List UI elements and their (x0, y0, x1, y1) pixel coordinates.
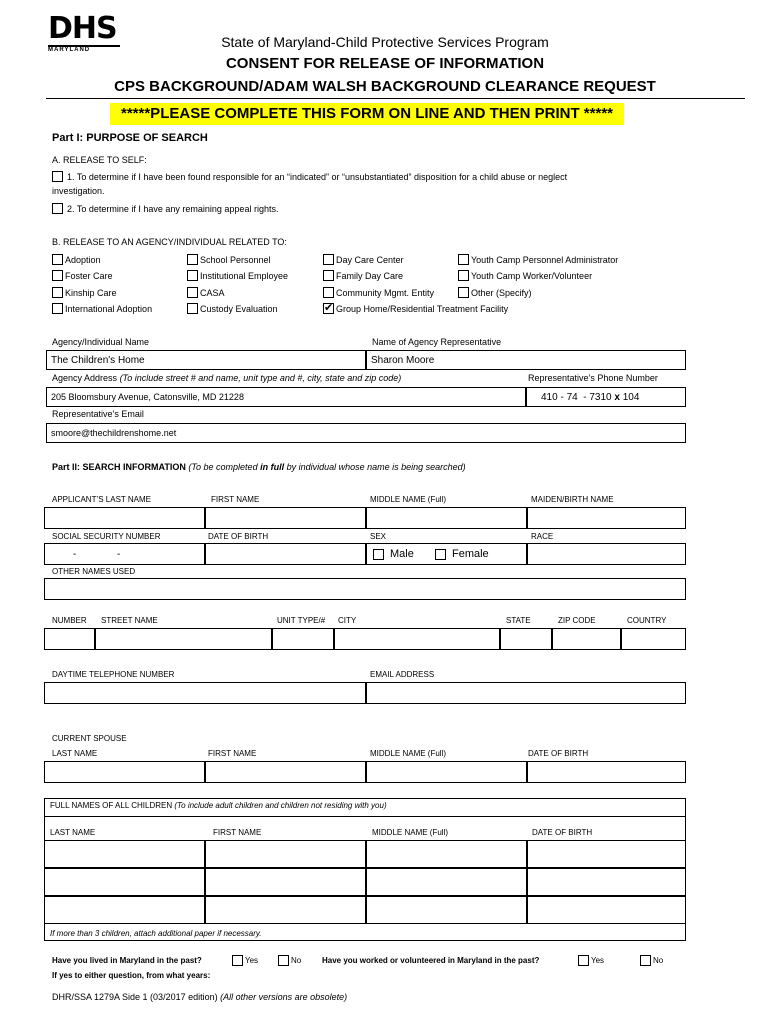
option-school-personnel (187, 254, 271, 265)
other-names-field[interactable] (44, 578, 686, 600)
phone-ext-label: x (614, 391, 620, 403)
spouse-dob-label: DATE OF BIRTH (528, 749, 589, 758)
option-label: Adoption (65, 254, 101, 265)
q2-yes-label: Yes (591, 956, 605, 965)
q-lived-maryland: Have you lived in Maryland in the past? (52, 956, 202, 965)
program-title: State of Maryland-Child Protective Services Program (221, 34, 549, 50)
family-day-care-checkbox[interactable] (323, 270, 334, 281)
child-first-label: FIRST NAME (213, 828, 262, 837)
option-label: Family Day Care (336, 270, 404, 281)
part2-hint-pre: (To be completed (188, 462, 261, 472)
agency-name-field[interactable]: The Children's Home (46, 350, 366, 370)
self-option-2 (52, 203, 278, 214)
part2-heading-row (52, 462, 466, 472)
option-international-adoption (52, 303, 152, 314)
option-family-day-care (323, 270, 403, 281)
middle-name-label: MIDDLE NAME (Full) (370, 495, 447, 504)
phone-ext: 104 (622, 391, 640, 403)
agency-address-hint: (To include street # and name, unit type and #, city, state and zip code) (119, 373, 402, 383)
child1-dob-field[interactable] (527, 840, 686, 868)
unit-field[interactable] (272, 628, 334, 650)
option-adoption (52, 254, 101, 265)
option-institutional-employee (187, 270, 288, 281)
daytime-phone-label: DAYTIME TELEPHONE NUMBER (52, 670, 175, 679)
adoption-checkbox[interactable] (52, 254, 63, 265)
agency-address-label-row (52, 373, 401, 383)
children-note: If more than 3 children, attach additional paper if necessary. (50, 929, 262, 938)
child2-middle-field[interactable] (366, 868, 527, 896)
q1-no-label: No (291, 956, 302, 965)
q2-no-label: No (653, 956, 664, 965)
option-label: Community Mgmt. Entity (336, 287, 435, 298)
foster-care-checkbox[interactable] (52, 270, 63, 281)
zip-field[interactable] (552, 628, 621, 650)
q-worked-maryland: Have you worked or volunteered in Maryland in the past? (322, 956, 540, 965)
zip-label: ZIP CODE (558, 616, 596, 625)
spouse-heading: CURRENT SPOUSE (52, 734, 127, 743)
spouse-first-field[interactable] (205, 761, 366, 783)
q1-no-option (278, 955, 301, 966)
option-label: Custody Evaluation (200, 303, 278, 314)
child2-first-field[interactable] (205, 868, 366, 896)
child-middle-label: MIDDLE NAME (Full) (372, 828, 449, 837)
child3-middle-field[interactable] (366, 896, 527, 924)
street-label: STREET NAME (101, 616, 158, 625)
spouse-first-label: FIRST NAME (208, 749, 257, 758)
option-label: Youth Camp Worker/Volunteer (471, 270, 593, 281)
child3-last-field[interactable] (44, 896, 205, 924)
option-label: Institutional Employee (200, 270, 289, 281)
kinship-care-checkbox[interactable] (52, 287, 63, 298)
q-years: If yes to either question, from what years: (52, 971, 211, 980)
institutional-employee-checkbox[interactable] (187, 270, 198, 281)
logo-text: DHS (48, 11, 117, 46)
child1-middle-field[interactable] (366, 840, 527, 868)
spouse-last-field[interactable] (44, 761, 205, 783)
q2-no-checkbox[interactable] (640, 955, 651, 966)
option-label: Youth Camp Personnel Administrator (471, 254, 619, 265)
q1-yes-option (232, 955, 258, 966)
self-option-1 (52, 171, 567, 182)
option-kinship-care (52, 287, 117, 298)
youth-camp-admin-checkbox[interactable] (458, 254, 469, 265)
state-label: STATE (506, 616, 531, 625)
option-label: International Adoption (65, 303, 153, 314)
race-label: RACE (531, 532, 554, 541)
casa-checkbox[interactable] (187, 287, 198, 298)
group-home-checkbox[interactable] (323, 303, 334, 314)
children-divider (44, 816, 686, 817)
instruction-banner: *****PLEASE COMPLETE THIS FORM ON LINE AND THEN PRINT ***** (110, 103, 624, 125)
race-field[interactable] (527, 543, 686, 565)
release-to-self-label: A. RELEASE TO SELF: (52, 155, 147, 165)
male-label: Male (390, 548, 414, 560)
part2-heading: Part II: SEARCH INFORMATION (52, 462, 186, 472)
children-heading-row (50, 801, 387, 810)
option-label: Foster Care (65, 270, 113, 281)
option-label: Kinship Care (65, 287, 117, 298)
spouse-last-label: LAST NAME (52, 749, 98, 758)
option-label: Group Home/Residential Treatment Facility (336, 303, 509, 314)
state-field[interactable] (500, 628, 552, 650)
option-foster-care (52, 270, 113, 281)
child1-last-field[interactable] (44, 840, 205, 868)
option-casa (187, 287, 225, 298)
rep-name-label: Name of Agency Representative (372, 337, 502, 347)
option-label: School Personnel (200, 254, 271, 265)
female-option (435, 548, 489, 560)
footer (52, 992, 347, 1002)
option-youth-camp-admin (458, 254, 618, 265)
applicant-last-field[interactable] (44, 507, 205, 529)
self-option-1-label: 1. To determine if I have been found responsible for an “indicated” or “unsubstantiated” disposition for a child abuse or neglect (67, 171, 568, 182)
part2-hint-bold: in full (260, 462, 285, 472)
self-option-2-checkbox[interactable] (52, 203, 63, 214)
spouse-middle-label: MIDDLE NAME (Full) (370, 749, 447, 758)
child2-last-field[interactable] (44, 868, 205, 896)
dob-label: DATE OF BIRTH (208, 532, 269, 541)
child-dob-label: DATE OF BIRTH (532, 828, 593, 837)
sex-field (366, 543, 527, 565)
daytime-phone-field[interactable] (44, 682, 366, 704)
youth-camp-worker-checkbox[interactable] (458, 270, 469, 281)
email-label: EMAIL ADDRESS (370, 670, 435, 679)
option-other (458, 287, 532, 298)
child3-first-field[interactable] (205, 896, 366, 924)
phone-prefix: 74 (566, 391, 578, 403)
rep-phone-field[interactable]: 410 - 74 - 7310 x 104 (526, 387, 686, 407)
community-mgmt-checkbox[interactable] (323, 287, 334, 298)
first-name-label: FIRST NAME (211, 495, 260, 504)
option-youth-camp-worker (458, 270, 592, 281)
male-option (373, 548, 414, 560)
dob-field[interactable] (205, 543, 366, 565)
phone-area: 410 (541, 391, 558, 403)
q1-yes-label: Yes (245, 956, 259, 965)
children-heading: FULL NAMES OF ALL CHILDREN (50, 801, 173, 810)
option-day-care-center (323, 254, 404, 265)
country-field[interactable] (621, 628, 686, 650)
option-group-home (323, 303, 508, 314)
agency-address-field[interactable]: 205 Bloomsbury Avenue, Catonsville, MD 21228 (46, 387, 526, 407)
unit-label: UNIT TYPE/# (277, 616, 326, 625)
international-adoption-checkbox[interactable] (52, 303, 63, 314)
option-label: Day Care Center (336, 254, 404, 265)
school-personnel-checkbox[interactable] (187, 254, 198, 265)
child3-dob-field[interactable] (527, 896, 686, 924)
self-option-2-label: 2. To determine if I have any remaining appeal rights. (67, 203, 279, 214)
maiden-name-field[interactable] (527, 507, 686, 529)
country-label: COUNTRY (627, 616, 667, 625)
female-checkbox[interactable] (435, 549, 446, 560)
q1-yes-checkbox[interactable] (232, 955, 243, 966)
custody-evaluation-checkbox[interactable] (187, 303, 198, 314)
self-option-1-checkbox[interactable] (52, 171, 63, 182)
phone-line: 7310 (589, 391, 612, 403)
rep-phone-label: Representative’s Phone Number (528, 373, 658, 383)
city-field[interactable] (334, 628, 500, 650)
q1-no-checkbox[interactable] (278, 955, 289, 966)
children-hint: (To include adult children and children not residing with you) (174, 801, 387, 810)
part1-heading: Part I: PURPOSE OF SEARCH (52, 132, 208, 144)
ssn-field[interactable] (44, 543, 205, 565)
release-to-agency-label: B. RELEASE TO AN AGENCY/INDIVIDUAL RELATED TO: (52, 237, 287, 247)
form-title: CONSENT FOR RELEASE OF INFORMATION (225, 55, 545, 72)
child-last-label: LAST NAME (50, 828, 96, 837)
first-name-field[interactable] (205, 507, 366, 529)
ssn-dash-1: - (73, 549, 77, 560)
male-checkbox[interactable] (373, 549, 384, 560)
maiden-name-label: MAIDEN/BIRTH NAME (531, 495, 614, 504)
agency-address-label: Agency Address (52, 373, 118, 383)
option-label: Other (Specify) (471, 287, 532, 298)
female-label: Female (452, 548, 489, 560)
footer-note: (All other versions are obsolete) (220, 992, 348, 1002)
self-option-1-cont: investigation. (52, 186, 105, 196)
number-label: NUMBER (52, 616, 87, 625)
rep-email-field[interactable]: smoore@thechildrenshome.net (46, 423, 686, 443)
ssn-dash-2: - (117, 549, 121, 560)
child1-first-field[interactable] (205, 840, 366, 868)
city-label: CITY (338, 616, 357, 625)
agency-name-label: Agency/Individual Name (52, 337, 150, 347)
rep-email-label: Representative’s Email (52, 409, 144, 419)
option-custody-evaluation (187, 303, 278, 314)
q2-yes-option (578, 955, 604, 966)
spouse-dob-field[interactable] (527, 761, 686, 783)
rep-name-field[interactable]: Sharon Moore (366, 350, 686, 370)
other-checkbox[interactable] (458, 287, 469, 298)
number-field[interactable] (44, 628, 95, 650)
option-community-mgmt (323, 287, 434, 298)
middle-name-field[interactable] (366, 507, 527, 529)
footer-form-id: DHR/SSA 1279A Side 1 (03/2017 edition) (52, 992, 218, 1002)
q2-yes-checkbox[interactable] (578, 955, 589, 966)
q2-no-option (640, 955, 663, 966)
day-care-center-checkbox[interactable] (323, 254, 334, 265)
applicant-last-label: APPLICANT’S LAST NAME (52, 495, 151, 504)
form-subtitle: CPS BACKGROUND/ADAM WALSH BACKGROUND CLEARANCE REQUEST (114, 78, 656, 95)
street-field[interactable] (95, 628, 272, 650)
other-names-label: OTHER NAMES USED (52, 567, 136, 576)
email-field[interactable] (366, 682, 686, 704)
part2-hint-post: by individual whose name is being searched) (284, 462, 466, 472)
ssn-label: SOCIAL SECURITY NUMBER (52, 532, 161, 541)
option-label: CASA (200, 287, 225, 298)
child2-dob-field[interactable] (527, 868, 686, 896)
logo-subtext: MARYLAND (48, 45, 120, 53)
sex-label: SEX (370, 532, 387, 541)
header-divider (46, 98, 745, 99)
spouse-middle-field[interactable] (366, 761, 527, 783)
